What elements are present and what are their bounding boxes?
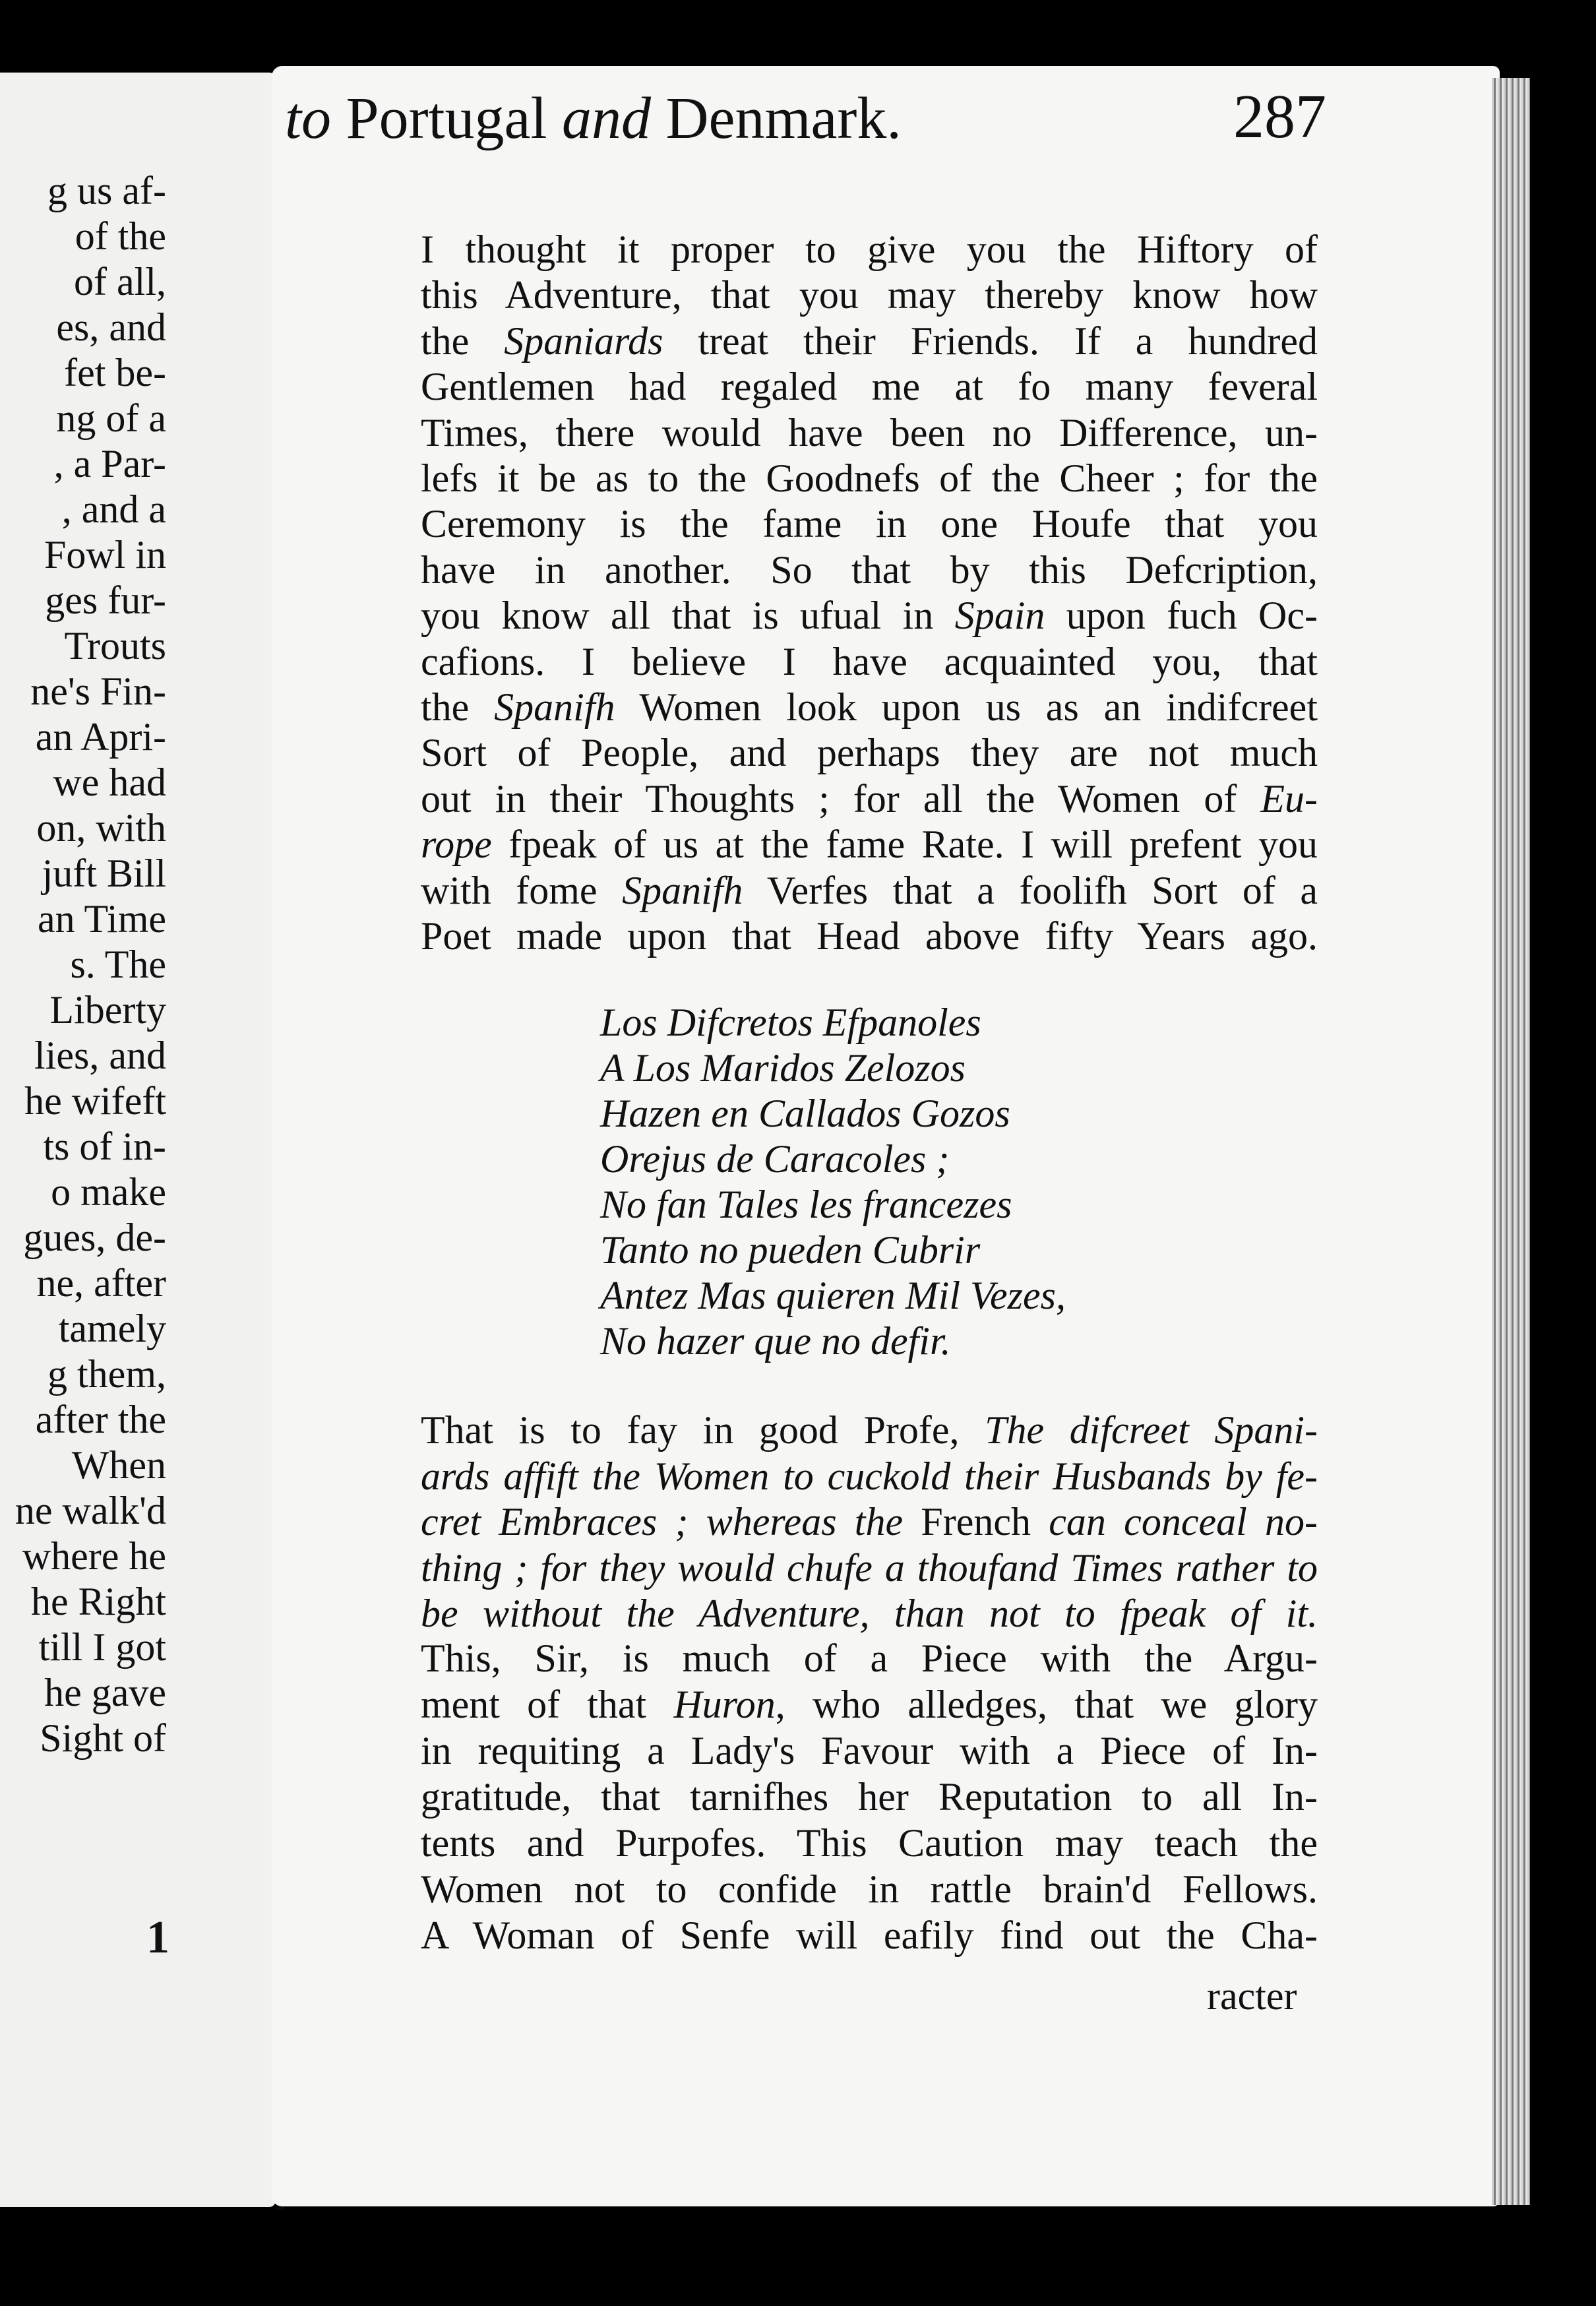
verse-line: Tanto no pueden Cubrir bbox=[600, 1228, 981, 1272]
text-run: be without the Adventure, than not to fpeak of it. bbox=[421, 1592, 1318, 1635]
left-page-line: , a Par- bbox=[53, 442, 166, 485]
left-page-line: an Time bbox=[37, 897, 166, 941]
page-fore-edge bbox=[1492, 78, 1530, 2205]
text-run: A Woman of Senfe will eafily find out the Cha- bbox=[421, 1914, 1318, 1957]
left-page-line: ges fur- bbox=[45, 578, 166, 622]
left-page-line: Trouts bbox=[64, 624, 166, 668]
text-line bbox=[421, 227, 1318, 272]
text-run: , who alledges, that we glory bbox=[775, 1683, 1318, 1726]
text-run: Huron bbox=[673, 1683, 776, 1726]
verse-line: Los Difcretos Efpanoles bbox=[600, 1001, 981, 1044]
text-run: cret Embraces ; whereas the bbox=[421, 1500, 921, 1543]
text-run: upon fuch Oc- bbox=[1045, 594, 1318, 638]
text-run: fpeak of us at the fame Rate. I will prefent you bbox=[491, 823, 1318, 867]
text-line bbox=[421, 914, 1318, 958]
left-page-line: we had bbox=[53, 761, 166, 804]
text-line bbox=[421, 364, 1318, 409]
left-page-line: juft Bill bbox=[42, 852, 166, 895]
text-run: treat their Friends. If a hundred bbox=[663, 319, 1318, 363]
left-page-line: es, and bbox=[56, 305, 166, 349]
text-run: tents and Purpofes. This Caution may teach the bbox=[421, 1821, 1318, 1865]
left-page-line: ne walk'd bbox=[15, 1489, 166, 1532]
left-page-line: g us af- bbox=[47, 169, 166, 212]
text-line bbox=[421, 868, 1318, 913]
text-line bbox=[421, 1636, 1318, 1681]
text-run: you know all that is ufual in bbox=[421, 594, 955, 638]
left-page-line: ts of in- bbox=[43, 1125, 166, 1168]
verse-line: Antez Mas quieren Mil Vezes, bbox=[600, 1274, 1066, 1317]
left-page-line: after the bbox=[35, 1398, 166, 1441]
text-run: This, Sir, is much of a Piece with the Argu- bbox=[421, 1636, 1318, 1680]
left-page-line: o make bbox=[51, 1170, 166, 1214]
text-run: I thought it proper to give you the Hiftory of bbox=[421, 228, 1318, 271]
running-title-portugal: Portugal bbox=[346, 86, 547, 151]
left-page-line: Fowl in bbox=[44, 533, 166, 576]
left-page-line: of the bbox=[75, 214, 166, 258]
verse-line: Hazen en Callados Gozos bbox=[600, 1092, 1010, 1135]
left-page-line: he Right bbox=[31, 1580, 166, 1623]
left-page-line: gues, de- bbox=[23, 1216, 166, 1259]
text-run: cafions. I believe I have acquainted you, that bbox=[421, 639, 1318, 683]
text-run: ards affift the Women to cuckold their Husbands by fe- bbox=[421, 1454, 1318, 1498]
left-page-line: s. The bbox=[70, 943, 166, 986]
text-line bbox=[421, 1591, 1318, 1636]
text-line bbox=[421, 319, 1318, 363]
verse-line: A Los Maridos Zelozos bbox=[600, 1046, 966, 1090]
text-run: French bbox=[921, 1500, 1031, 1543]
left-page-line: When bbox=[71, 1443, 166, 1487]
text-line bbox=[421, 410, 1318, 455]
text-line bbox=[421, 639, 1318, 684]
text-run: The difcreet Spani- bbox=[985, 1408, 1318, 1452]
text-run: ment of that bbox=[421, 1683, 674, 1726]
left-page-line: g them, bbox=[47, 1352, 166, 1396]
running-title bbox=[285, 82, 902, 155]
text-run: gratitude, that tarnifhes her Reputation to all In- bbox=[421, 1775, 1318, 1819]
text-run: Ceremony is the fame in one Houfe that you bbox=[421, 502, 1318, 546]
text-run: Spain bbox=[954, 594, 1045, 638]
left-page-line: of all, bbox=[74, 260, 166, 303]
text-line bbox=[421, 822, 1318, 867]
left-page-line: on, with bbox=[36, 806, 166, 850]
text-line bbox=[421, 547, 1318, 592]
text-line bbox=[421, 1821, 1318, 1865]
running-title-to: to bbox=[285, 86, 332, 151]
text-run: in requiting a Lady's Favour with a Piece of In- bbox=[421, 1729, 1318, 1772]
left-page-line: he wifeft bbox=[24, 1079, 166, 1123]
text-line bbox=[421, 1913, 1318, 1958]
text-line bbox=[421, 1867, 1318, 1912]
text-line bbox=[421, 456, 1318, 501]
left-page-line: ne, after bbox=[36, 1261, 166, 1305]
text-line bbox=[421, 1545, 1318, 1590]
text-run: Times, there would have been no Difference, un- bbox=[421, 410, 1318, 454]
text-line bbox=[421, 1408, 1318, 1452]
text-run: Sort of People, and perhaps they are not much bbox=[421, 731, 1318, 775]
text-run: this Adventure, that you may thereby know how bbox=[421, 273, 1318, 317]
text-run: Spanifh bbox=[622, 868, 743, 912]
text-run: out in their Thoughts ; for all the Women of bbox=[421, 776, 1261, 821]
verse-line: No fan Tales les francezes bbox=[600, 1183, 1012, 1226]
text-run: That is to fay in good Profe, bbox=[421, 1408, 985, 1452]
running-title-and: and bbox=[562, 86, 651, 151]
text-run: Poet made upon that Head above fifty Years ago. bbox=[421, 914, 1318, 958]
text-run: the bbox=[421, 685, 495, 729]
left-page-line: fet be- bbox=[64, 351, 166, 394]
text-line bbox=[421, 776, 1318, 821]
verse-line: Orejus de Caracoles ; bbox=[600, 1137, 950, 1181]
text-run: the bbox=[421, 319, 505, 363]
text-line bbox=[421, 501, 1318, 546]
text-line bbox=[421, 272, 1318, 317]
text-line bbox=[421, 1728, 1318, 1773]
text-run: Spanifh bbox=[494, 685, 615, 729]
text-run: Women look upon us as an indifcreet bbox=[615, 685, 1318, 729]
text-line bbox=[421, 685, 1318, 730]
text-line bbox=[421, 1454, 1318, 1499]
left-page-line: , and a bbox=[61, 487, 166, 531]
left-page-line: where he bbox=[22, 1534, 166, 1578]
catchword: racter bbox=[1207, 1974, 1297, 2018]
facing-page-left bbox=[0, 73, 276, 2207]
text-run: have in another. So that by this Defcription, bbox=[421, 547, 1318, 592]
text-run: rope bbox=[421, 823, 492, 867]
page-number: 287 bbox=[1233, 82, 1326, 151]
left-page-line: he gave bbox=[44, 1671, 166, 1714]
text-run: Women not to confide in rattle brain'd Fellows. bbox=[421, 1867, 1318, 1911]
text-run: can conceal no- bbox=[1031, 1500, 1318, 1543]
text-run: with fome bbox=[421, 868, 623, 912]
left-page-line: till I got bbox=[38, 1625, 166, 1669]
left-page-mark: 1 bbox=[146, 1912, 169, 1963]
running-title-denmark: Denmark. bbox=[665, 86, 902, 151]
left-page-line: an Apri- bbox=[35, 715, 166, 759]
text-run: Gentlemen had regaled me at fo many feveral bbox=[421, 365, 1318, 409]
text-line bbox=[421, 1774, 1318, 1819]
text-line bbox=[421, 593, 1318, 638]
left-page-line: ng of a bbox=[56, 396, 166, 440]
text-line bbox=[421, 730, 1318, 775]
text-run: thing ; for they would chufe a thoufand Times rather to bbox=[421, 1545, 1318, 1590]
text-run: lefs it be as to the Goodnefs of the Cheer ; for the bbox=[421, 456, 1318, 500]
text-run: Verfes that a foolifh Sort of a bbox=[743, 868, 1318, 912]
text-run: Eu- bbox=[1260, 776, 1318, 821]
verse-line: No hazer que no defir. bbox=[600, 1319, 951, 1363]
text-line bbox=[421, 1499, 1318, 1544]
left-page-line: Sight of bbox=[40, 1716, 166, 1760]
left-page-line: lies, and bbox=[34, 1034, 166, 1077]
left-page-line: ne's Fin- bbox=[30, 670, 166, 713]
text-line bbox=[421, 1682, 1318, 1727]
left-page-line: tamely bbox=[58, 1307, 166, 1350]
text-run: Spaniards bbox=[504, 319, 663, 363]
left-page-line: Liberty bbox=[49, 988, 166, 1032]
